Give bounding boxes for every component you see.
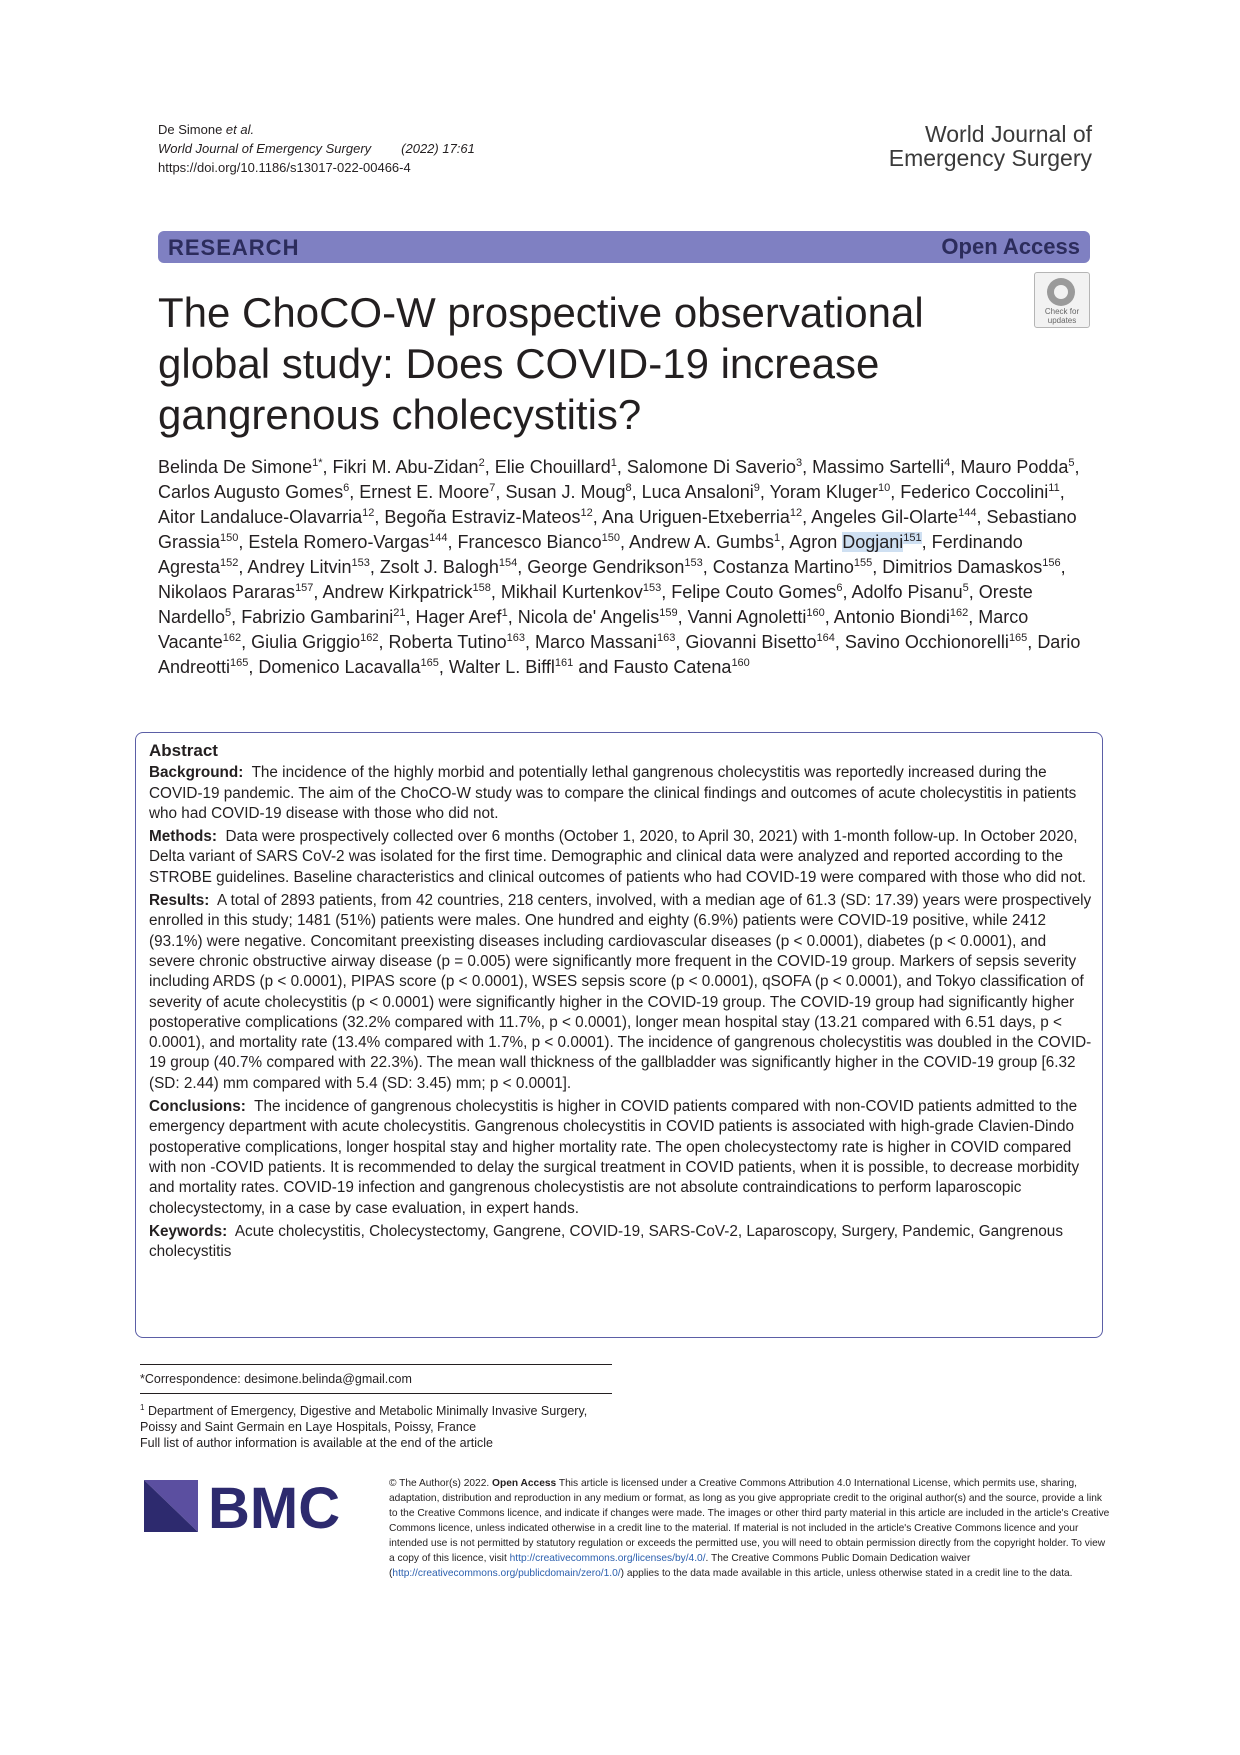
license-part2: . The Creative Commons Public Domain Dedication waiver ( xyxy=(389,1553,971,1579)
author-name: Andrew Kirkpatrick xyxy=(322,582,473,602)
abstract-background xyxy=(149,763,1093,824)
author-name: Andrew A. Gumbs xyxy=(628,532,775,552)
author-short xyxy=(158,120,475,139)
author-name: Belinda De Simone xyxy=(158,457,313,477)
author-affiliation-sup[interactable]: 155 xyxy=(853,557,873,569)
author-name: Aitor Landaluce-Olavarria xyxy=(158,507,363,527)
author-name: Costanza Martino xyxy=(712,557,854,577)
author-name: Salomone Di Saverio xyxy=(626,457,796,477)
journal-name-line2: Emergency Surgery xyxy=(888,145,1092,171)
abstract-keywords xyxy=(149,1222,1093,1263)
author-affiliation-sup[interactable]: 144 xyxy=(958,507,977,519)
author-name: Marco Massani xyxy=(534,632,658,652)
copyright: © The Author(s) 2022. xyxy=(389,1478,490,1489)
author-affiliation-sup[interactable]: 7 xyxy=(489,482,496,494)
bmc-logo-icon xyxy=(140,1476,360,1536)
affiliation-text: Department of Emergency, Digestive and Metabolic Minimally Invasive Surgery, Poissy and Saint Germain en Laye Hospitals, Poissy, France xyxy=(140,1404,588,1435)
et-al: et al. xyxy=(225,122,255,137)
author-affiliation-sup[interactable]: 2 xyxy=(478,457,485,469)
author-name: Luca Ansaloni xyxy=(641,482,754,502)
author-affiliation-sup[interactable]: 4 xyxy=(944,457,951,469)
author-name: Francesco Bianco xyxy=(457,532,602,552)
author-affiliation-sup[interactable]: 144 xyxy=(429,532,448,544)
conclusions-text: The incidence of gangrenous cholecystitis is higher in COVID patients compared with non-COVID patients admitted to the emergency department with acute cholecystitis. Gangrenous cholecystitis in COVID patients is associated with high-grade Clavien-Dindo postoperative complications, longer hospital stay and higher mortality rate. The open cholecystectomy rate is higher in COVID compared with non -COVID patients. It is recommended to delay the surgical treatment in COVID patients, when it is possible, to decrease morbidity and mortality rates. COVID-19 infection and gangrenous cholecystistis are not absolute contraindications to perform laparoscopic cholecystectomy, in a case by case evaluation, in expert hands. xyxy=(149,1098,1080,1217)
results-text: A total of 2893 patients, from 42 countries, 218 centers, involved, with a median age of 61.3 (SD: 17.39) years were prospectively enrolled in this study; 1481 (51%) patients were males. One hundred and eighty (6.9%) patients were COVID-19 positive, while 2412 (93.1%) were negative. Concomitant preexisting diseases including cardiovascular diseases (p < 0.0001), diabetes (p < 0.0001), and severe chronic obstructive airway disease (p = 0.005) were significantly more frequent in the COVID-19 group. Markers of sepsis severity including ARDS (p < 0.0001), PIPAS score (p < 0.0001), WSES sepsis score (p < 0.0001), qSOFA (p < 0.0001), and Tokyo classification of severity of acute cholecystitis (p < 0.0001) were significantly higher in the COVID-19 group. The COVID-19 group had significantly higher postoperative complications (32.2% compared with 11.7%, p < 0.0001), longer mean hospital stay (13.21 compared with 6.51 days, p < 0.0001), and mortality rate (13.4% compared with 1.7%, p < 0.0001). The incidence of gangrenous cholecystitis was doubled in the COVID-19 group (40.7% compared with 22.3%). The mean wall thickness of the gallbladder was significantly higher in the COVID-19 group [6.32 (SD: 2.44) mm compared with 5.4 (SD: 3.45) mm; p < 0.0001]. xyxy=(149,892,1092,1092)
author-name: Antonio Biondi xyxy=(833,607,950,627)
author-affiliation-sup[interactable]: 153 xyxy=(642,582,662,594)
author-affiliation-sup[interactable]: 5 xyxy=(225,607,232,619)
author-name: Ernest E. Moore xyxy=(359,482,490,502)
author-name: Hager Aref xyxy=(415,607,502,627)
author-name: Sebastiano Grassia xyxy=(158,507,1077,552)
author-name: Savino Occhionorelli xyxy=(844,632,1009,652)
author-name: Nicola de' Angelis xyxy=(517,607,660,627)
author-name: Giovanni Bisetto xyxy=(685,632,817,652)
author-affiliation-sup[interactable]: 12 xyxy=(362,507,375,519)
results-label: Results: xyxy=(149,892,210,910)
author-affiliation-sup[interactable]: 5 xyxy=(1068,457,1075,469)
author-affiliation-sup[interactable]: 150 xyxy=(220,532,239,544)
author-affiliation-sup[interactable]: 163 xyxy=(506,632,525,644)
keywords-text: Acute cholecystitis, Cholecystectomy, Gangrene, COVID-19, SARS-CoV-2, Laparoscopy, Surgery, Pandemic, Gangrenous cholecystitis xyxy=(149,1222,1063,1261)
full-list-note: Full list of author information is available at the end of the article xyxy=(140,1436,493,1451)
author-name: George Gendrikson xyxy=(527,557,685,577)
author-affiliation-sup[interactable]: 5 xyxy=(962,582,969,594)
author-affiliation-sup[interactable]: 8 xyxy=(625,482,632,494)
section-label: RESEARCH xyxy=(168,235,300,260)
license-text xyxy=(389,1476,1111,1581)
author-name: Walter L. Biffl xyxy=(448,657,555,677)
author-name: Federico Coccolini xyxy=(900,482,1049,502)
author-name: Giulia Griggio xyxy=(251,632,361,652)
license-oa-label: Open Access xyxy=(492,1478,557,1489)
check-updates-label xyxy=(1035,307,1089,325)
author-affiliation-sup[interactable]: 160 xyxy=(806,607,825,619)
footnote-rule-mid xyxy=(140,1393,612,1394)
author-name: Dimitrios Damaskos xyxy=(882,557,1043,577)
author-affiliation-sup[interactable]: 153 xyxy=(684,557,703,569)
author-name: Vanni Agnoletti xyxy=(687,607,807,627)
author-name: Felipe Couto Gomes xyxy=(671,582,837,602)
author-affiliation-sup[interactable]: 10 xyxy=(877,482,891,494)
abstract-results xyxy=(149,891,1093,1094)
abstract-box xyxy=(135,732,1103,1338)
author-affiliation-sup[interactable]: 21 xyxy=(393,607,406,619)
author-name: Fabrizio Gambarini xyxy=(241,607,394,627)
author-name: Marco Vacante xyxy=(158,607,1029,652)
author-affiliation-sup[interactable]: 164 xyxy=(816,632,835,644)
background-label: Background: xyxy=(149,764,244,782)
author-name: Domenico Lacavalla xyxy=(258,657,421,677)
author-list: Belinda De Simone$^{1*}$, Fikri M. Abu-Zidan$^2$, Elie Chouillard$^1$, Salomone Di Saverio$^3$, Massimo Sartelli$^4$, Mauro Podda$^5$, Carlos Augusto Gomes$^6$, Ernest E. Moore$^7$, Susan J. Moug$^8$, Luca Ansaloni$^9$, Yoram Kluger$^{10}$, Federico Coccolini$^{11}$, Aitor Landaluce-Olavarria$^{12}$, Begoña Estraviz-Mateos$^{12}$, Ana Uriguen-Etxeberria$^{12}$, Angeles Gil-Olarte$^{144}$, Sebastiano Grassia$^{150}$, Estela Romero-Vargas$^{144}$, Francesco Bianco$^{150}$, Andrew A. Gumbs$^1$, Agron Dogjani$^{151}$, Ferdinando Agresta$^{152}$, Andrey Litvin$^{153}$, Zsolt J. Balogh$^{154}$, George Gendrikson$^{153}$, Costanza Martino$^{155}$, Dimitrios Damaskos$^{156}$, Nikolaos Pararas$^{157}$, Andrew Kirkpatrick$^{158}$, Mikhail Kurtenkov$^{153}$, Felipe Couto Gomes$^6$, Adolfo Pisanu$^5$, Oreste Nardello$^5$, Fabrizio Gambarini$^{21}$, Hager Aref$^1$, Nicola de' Angelis$^{159}$, Vanni Agnoletti$^{160}$, Antonio Biondi$^{162}$, Marco Vacante$^{162}$, Giulia Griggio$^{162}$, Roberta Tutino$^{163}$, Marco Massani$^{163}$, Giovanni Bisetto$^{164}$, Savino Occhionorelli$^{165}$, Dario Andreotti$^{165}$, Domenico Lacavalla$^{165}$, Walter L. Biffl$^{161}$ and Fausto Catena$^{160}$ xyxy=(158,457,1081,677)
author-affiliation-sup[interactable]: 162 xyxy=(222,632,242,644)
author-name: Ferdinando Agresta xyxy=(158,532,1023,577)
author-name: Adolfo Pisanu xyxy=(851,582,963,602)
author-affiliation-sup[interactable]: 6 xyxy=(343,482,350,494)
author-name: Fikri M. Abu-Zidan xyxy=(332,457,479,477)
author-affiliation-sup[interactable]: 1 xyxy=(501,607,508,619)
author-affiliation-sup[interactable]: 165 xyxy=(420,657,439,669)
author-name: Mauro Podda xyxy=(960,457,1069,477)
author-name: Mikhail Kurtenkov xyxy=(500,582,643,602)
author-affiliation-sup[interactable]: 151 xyxy=(903,532,922,544)
author-affiliation-sup[interactable]: 158 xyxy=(472,582,491,594)
keywords-label: Keywords: xyxy=(149,1222,228,1240)
author-affiliation-sup[interactable]: 165 xyxy=(1008,632,1028,644)
author-affiliation-sup[interactable]: 161 xyxy=(554,657,574,669)
article-title: The ChoCO-W prospective observational global study: Does COVID-19 increase gangrenous cholecystitis? xyxy=(158,289,924,438)
author-name: Dario Andreotti xyxy=(158,632,1081,677)
abstract-heading: Abstract xyxy=(149,741,218,760)
check-updates-line1: Check for xyxy=(1044,307,1080,316)
author-affiliation-sup[interactable]: 12 xyxy=(580,507,593,519)
citation-header xyxy=(158,120,475,177)
footnote-rule-top xyxy=(140,1364,612,1365)
author-name: Begoña Estraviz-Mateos xyxy=(384,507,581,527)
affiliation-note xyxy=(140,1400,620,1451)
author-name: Estela Romero-Vargas xyxy=(248,532,430,552)
bmc-logo-mark xyxy=(140,1476,360,1536)
highlighted-text: Dogjani xyxy=(842,532,904,552)
license-link-cc-by[interactable]: http://creativecommons.org/licenses/by/4.0/ xyxy=(509,1553,706,1564)
author-affiliation-sup[interactable]: 160 xyxy=(731,657,750,669)
check-updates-line2: updates xyxy=(1047,316,1077,325)
author-affiliation-sup[interactable]: 156 xyxy=(1042,557,1061,569)
author-affiliation-sup[interactable]: 165 xyxy=(230,657,249,669)
author-name: Yoram Kluger xyxy=(769,482,878,502)
author-affiliation-sup[interactable]: 12 xyxy=(789,507,803,519)
methods-text: Data were prospectively collected over 6 months (October 1, 2020, to April 30, 2021) with 1-month follow-up. In October 2020, Delta variant of SARS CoV-2 was isolated for the first time. Demographic and clinical data were analyzed and reported according to the STROBE guidelines. Baseline characteristics and clinical outcomes of patients who had COVID-19 were compared with those who did not. xyxy=(149,828,1086,886)
author-affiliation-sup[interactable]: 152 xyxy=(220,557,239,569)
author-affiliation-sup[interactable]: 159 xyxy=(659,607,678,619)
section-banner xyxy=(158,231,1090,263)
journal-name xyxy=(889,122,1092,170)
doi-link[interactable]: https://doi.org/10.1186/s13017-022-00466-4 xyxy=(158,160,411,175)
conclusions-label: Conclusions: xyxy=(149,1098,246,1116)
author-surname: De Simone xyxy=(158,122,226,137)
author-affiliation-sup[interactable]: 1 xyxy=(774,532,781,544)
author-affiliation-sup[interactable]: 1* xyxy=(312,457,323,469)
author-name: Ana Uriguen-Etxeberria xyxy=(601,507,790,527)
author-affiliation-sup[interactable]: 157 xyxy=(295,582,314,594)
author-affiliation-sup[interactable]: 162 xyxy=(949,607,969,619)
correspondence-note: *Correspondence: desimone.belinda@gmail.com xyxy=(140,1372,412,1386)
author-affiliation-sup[interactable]: 11 xyxy=(1048,482,1060,494)
volume-info: (2022) 17:61 xyxy=(401,141,475,156)
author-name: Nikolaos Pararas xyxy=(158,582,296,602)
open-access-label: Open Access xyxy=(941,234,1080,259)
methods-label: Methods: xyxy=(149,828,217,846)
affiliation-sup: 1 xyxy=(140,1403,145,1412)
author-affiliation-sup[interactable]: 153 xyxy=(351,557,370,569)
author-affiliation-sup[interactable]: 154 xyxy=(498,557,518,569)
check-for-updates-icon[interactable] xyxy=(1034,272,1090,328)
author-affiliation-sup[interactable]: 9 xyxy=(753,482,760,494)
author-affiliation-sup[interactable]: 3 xyxy=(796,457,803,469)
license-part1: This article is licensed under a Creative Commons Attribution 4.0 International License, which permits use, sharing, adaptation, distribution and reproduction in any medium or format, as long as you give appropriate credit to the original author(s) and the source, provide a link to the Creative Commons licence, and indicate if changes were made. The images or other third party material in this article are included in the article's Creative Commons licence, unless indicated otherwise in a credit line to the material. If material is not included in the article's Creative Commons licence and your intended use is not permitted by statutory regulation or exceeds the permitted use, you will need to obtain permission directly from the copyright holder. To view a copy of this licence, visit xyxy=(389,1478,1110,1564)
background-text: The incidence of the highly morbid and potentially lethal gangrenous cholecystitis was reportedly increased during the COVID-19 pandemic. The aim of the ChoCO-W study was to compare the clinical findings and outcomes of acute cholecystitis in patients who had COVID-19 disease with those who did not. xyxy=(149,764,1077,822)
author-name: Elie Chouillard xyxy=(494,457,611,477)
author-name: Andrey Litvin xyxy=(247,557,352,577)
check-updates-ring xyxy=(1047,278,1075,306)
author-affiliation-sup[interactable]: 1 xyxy=(610,457,617,469)
author-name: Zsolt J. Balogh xyxy=(379,557,499,577)
license-part3: ) applies to the data made available in this article, unless otherwise stated in a credit line to the data. xyxy=(620,1568,1073,1579)
author-name: Massimo Sartelli xyxy=(812,457,945,477)
author-name: Carlos Augusto Gomes xyxy=(158,482,344,502)
author-name: Fausto Catena xyxy=(613,657,732,677)
author-affiliation-sup[interactable]: 6 xyxy=(836,582,843,594)
license-link-cc0[interactable]: http://creativecommons.org/publicdomain/zero/1.0/ xyxy=(392,1568,621,1579)
journal-name-line1: World Journal of xyxy=(924,121,1092,147)
author-name: Agron Dogjani xyxy=(789,532,904,552)
author-name: Oreste Nardello xyxy=(158,582,1033,627)
author-conjunction: and xyxy=(578,657,609,677)
abstract-methods xyxy=(149,827,1093,888)
abstract-conclusions xyxy=(149,1097,1093,1219)
journal-citation: World Journal of Emergency Surgery xyxy=(158,141,372,156)
author-name: Susan J. Moug xyxy=(505,482,626,502)
author-affiliation-sup[interactable]: 163 xyxy=(657,632,676,644)
author-name: Angeles Gil-Olarte xyxy=(811,507,959,527)
bmc-logo-text: BMC xyxy=(208,1476,341,1536)
author-name: Roberta Tutino xyxy=(388,632,507,652)
author-affiliation-sup[interactable]: 150 xyxy=(601,532,620,544)
author-affiliation-sup[interactable]: 162 xyxy=(360,632,379,644)
